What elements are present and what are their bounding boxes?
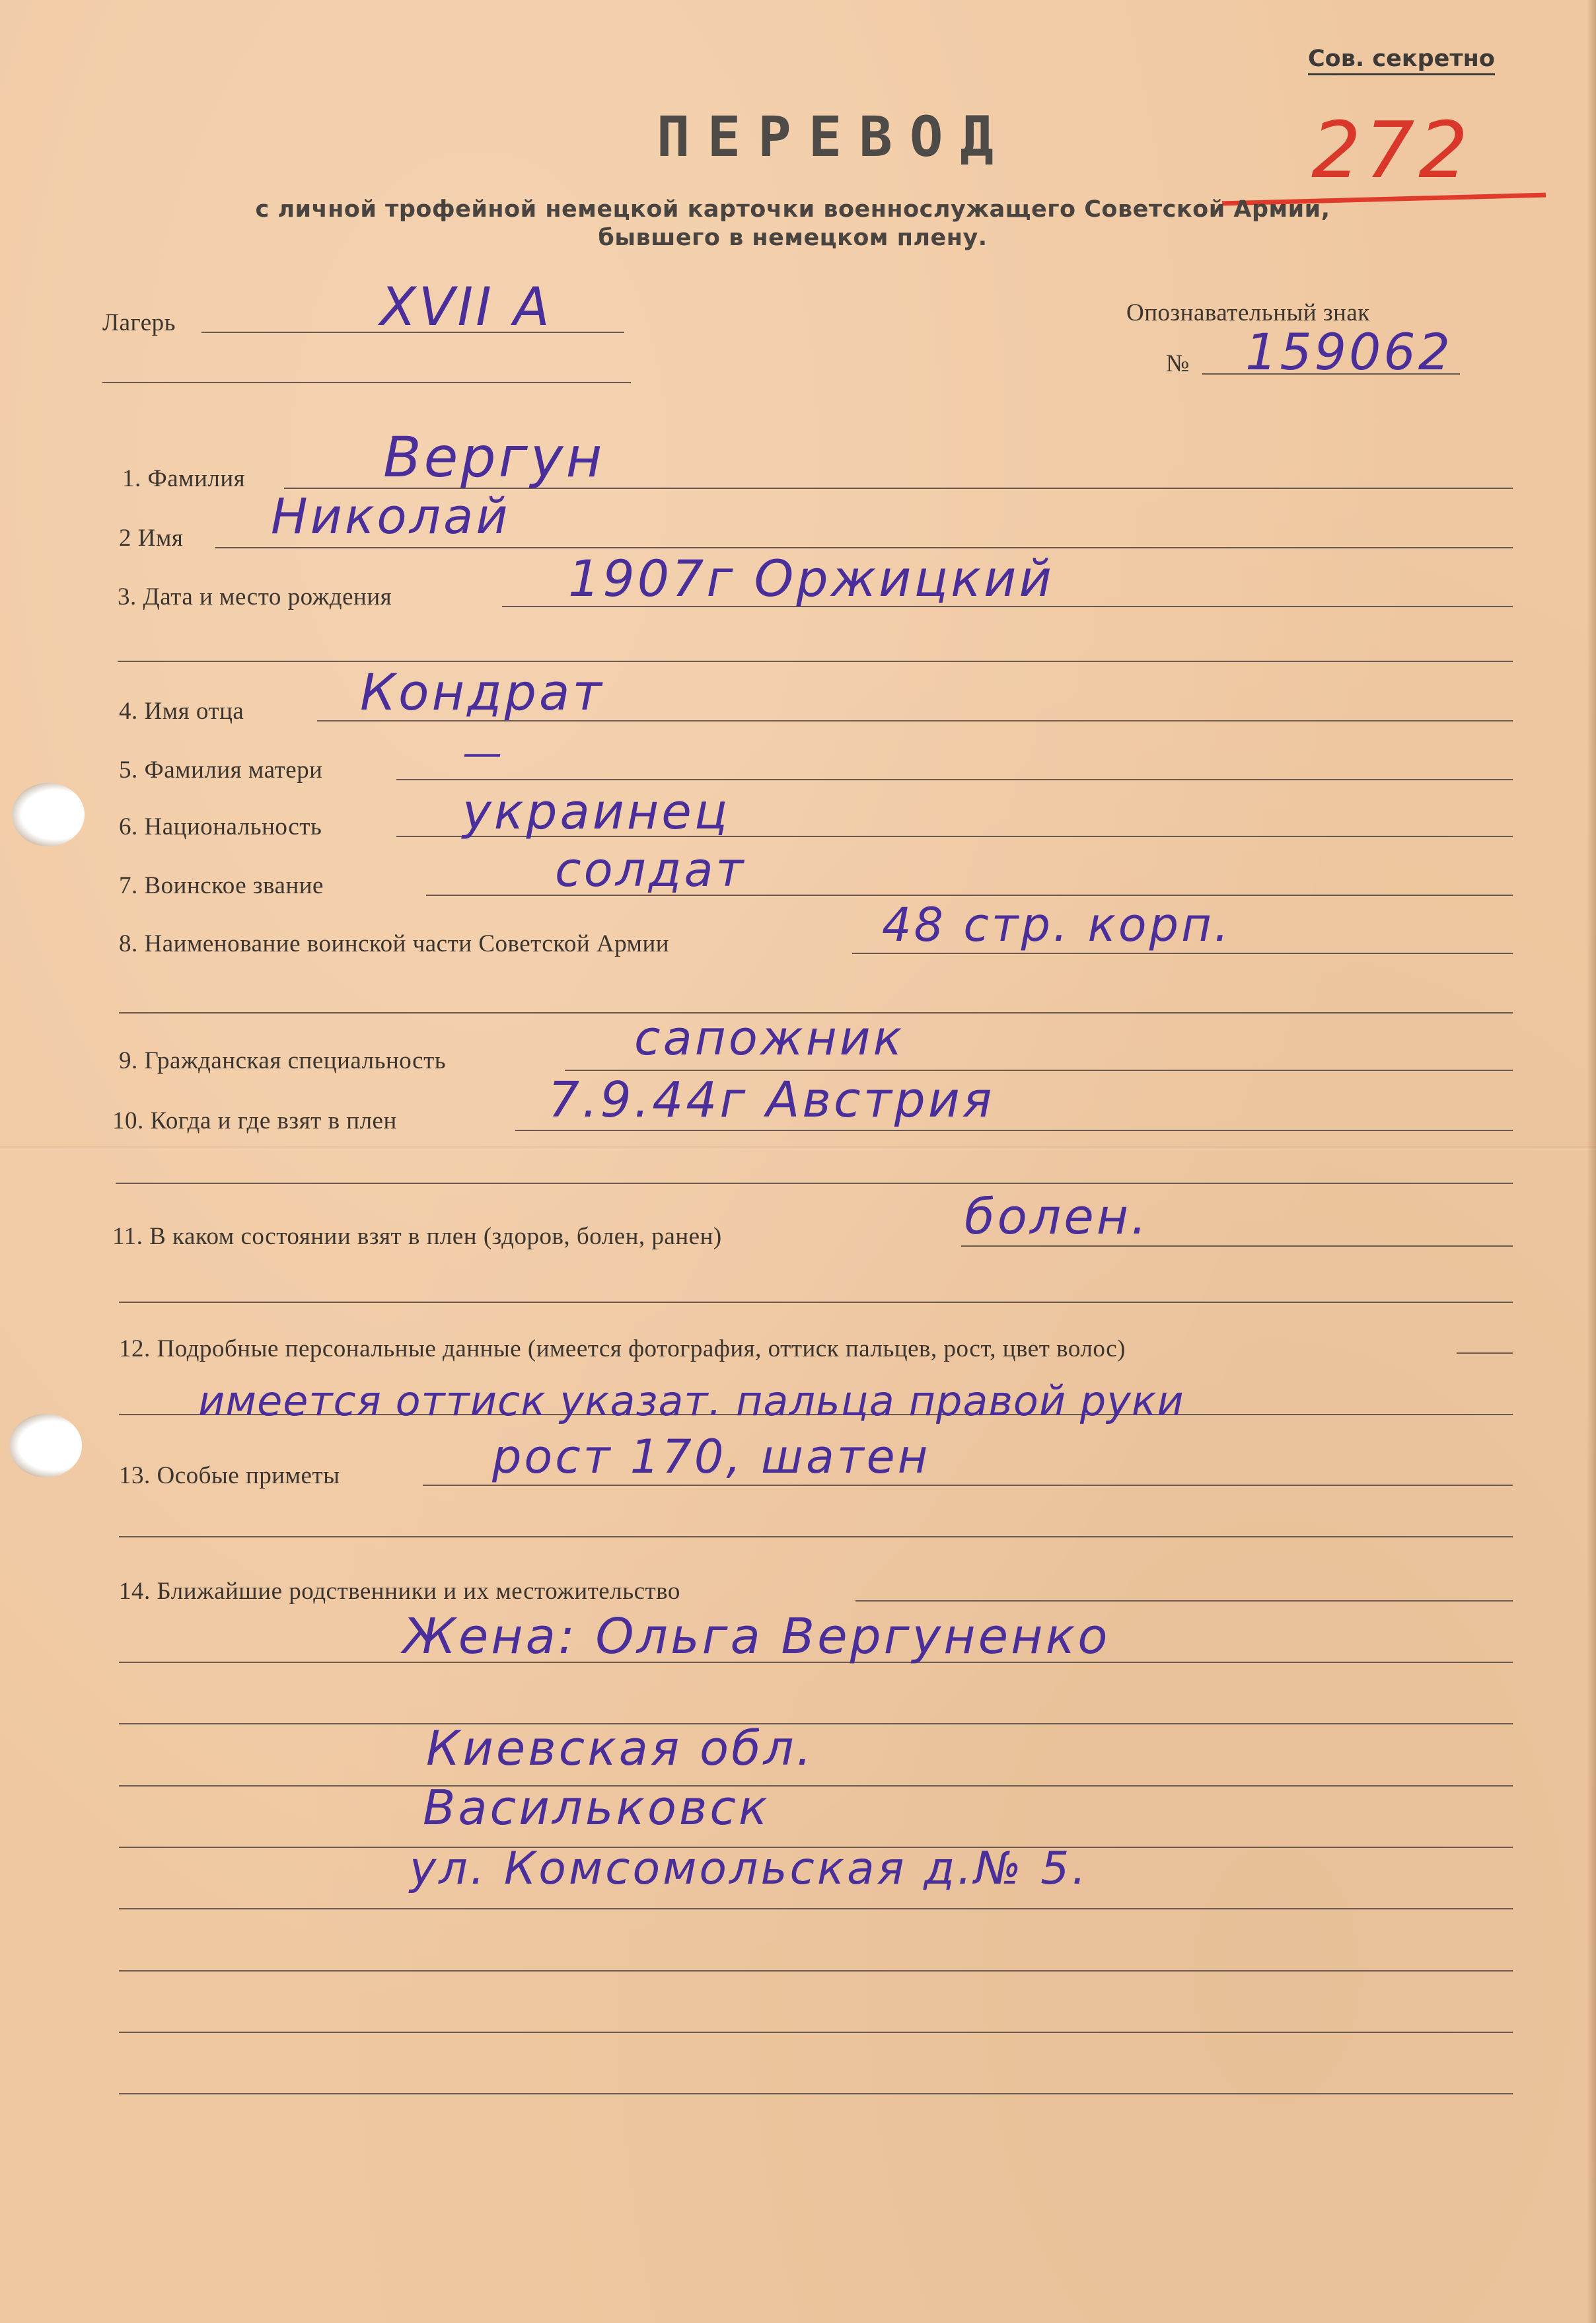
field-8-label: 8. Наименование воинской части Советской Армии [119,930,670,957]
relative-line-2: Киевская обл. [426,1720,815,1776]
field-14-line [855,1600,1513,1602]
field-11-label: 11. В каком состоянии взят в плен (здоров, болен, ранен) [112,1223,722,1250]
field-10-label: 10. Когда и где взят в плен [112,1107,397,1134]
field-14-line-7 [119,1970,1513,1972]
field-7-value: солдат [555,842,746,897]
camp-value: XVII A [380,276,552,338]
subtitle-line-1: с личной трофейной немецкой карточки военнослужащего Советской Армии, [255,196,1330,223]
field-10-line-2 [116,1183,1513,1184]
red-stamp-number: 272 [1311,104,1472,196]
field-1-label: 1. Фамилия [122,465,246,492]
relative-line-4: ул. Комсомольская д.№ 5. [410,1843,1089,1895]
relative-line-1: Жена: Ольга Вергуненко [403,1608,1110,1665]
subtitle-line-2: бывшего в немецком плену. [598,225,988,251]
field-9-value: сапожник [634,1010,905,1066]
field-2-value: Николай [271,488,511,545]
field-3-value: 1907г Оржицкий [568,549,1054,608]
field-5-line [396,779,1513,780]
field-14-label: 14. Ближайшие родственники и их местожительство [119,1578,680,1605]
field-7-label: 7. Воинское звание [119,872,324,899]
field-12-label: 12. Подробные персональные данные (имеется фотография, оттиск пальцев, рост, цвет волос) [119,1335,1126,1362]
field-8-value: 48 стр. корп. [882,898,1232,952]
field-8-line [852,953,1513,954]
paper-fold [0,1146,1596,1150]
field-4-label: 4. Имя отца [119,698,244,725]
field-9-label: 9. Гражданская специальность [119,1047,447,1074]
field-12-line [1457,1352,1513,1354]
field-13-label: 13. Особые приметы [119,1462,340,1489]
punch-hole-lower [9,1414,82,1477]
field-14-line-6 [119,1908,1513,1909]
field-14-line-3 [119,1723,1513,1724]
field-6-value: украинец [462,784,731,840]
id-tag-label: Опознавательный знак [1126,299,1370,326]
id-tag-value: 159062 [1245,322,1453,381]
field-10-value: 7.9.44г Австрия [548,1072,995,1128]
field-6-label: 6. Национальность [119,813,322,840]
field-3-line-2 [118,661,1513,662]
field-4-value: Кондрат [360,663,604,721]
relative-line-3: Васильковск [423,1780,770,1835]
field-9-line [565,1070,1513,1071]
field-2-line [215,547,1513,548]
field-2-label: 2 Имя [119,525,184,552]
field-12-value: имеется оттиск указат. пальца правой руки [198,1377,1184,1425]
paper-edge [1587,0,1596,2323]
field-11-line-2 [119,1302,1513,1303]
field-13-line [423,1485,1513,1486]
camp-label: Лагерь [102,309,176,336]
field-10-line [515,1130,1513,1131]
field-13-line-2 [119,1536,1513,1537]
field-3-label: 3. Дата и место рождения [118,583,392,610]
field-11-value: болен. [964,1189,1149,1245]
field-1-value: Вергун [383,425,605,490]
document-title: ПЕРЕВОД [657,104,1011,169]
field-14-line-9 [119,2093,1513,2094]
field-13-value: рост 170, шатен [492,1430,931,1484]
camp-line-2 [102,382,631,383]
field-11-line [961,1245,1513,1247]
field-14-line-4 [119,1785,1513,1787]
field-5-label: 5. Фамилия матери [119,756,323,784]
field-5-value: — [462,730,505,776]
id-number-prefix: № [1166,350,1190,377]
field-14-line-8 [119,2032,1513,2033]
punch-hole-upper [12,783,85,846]
classification-mark: Сов. секретно [1308,48,1495,75]
